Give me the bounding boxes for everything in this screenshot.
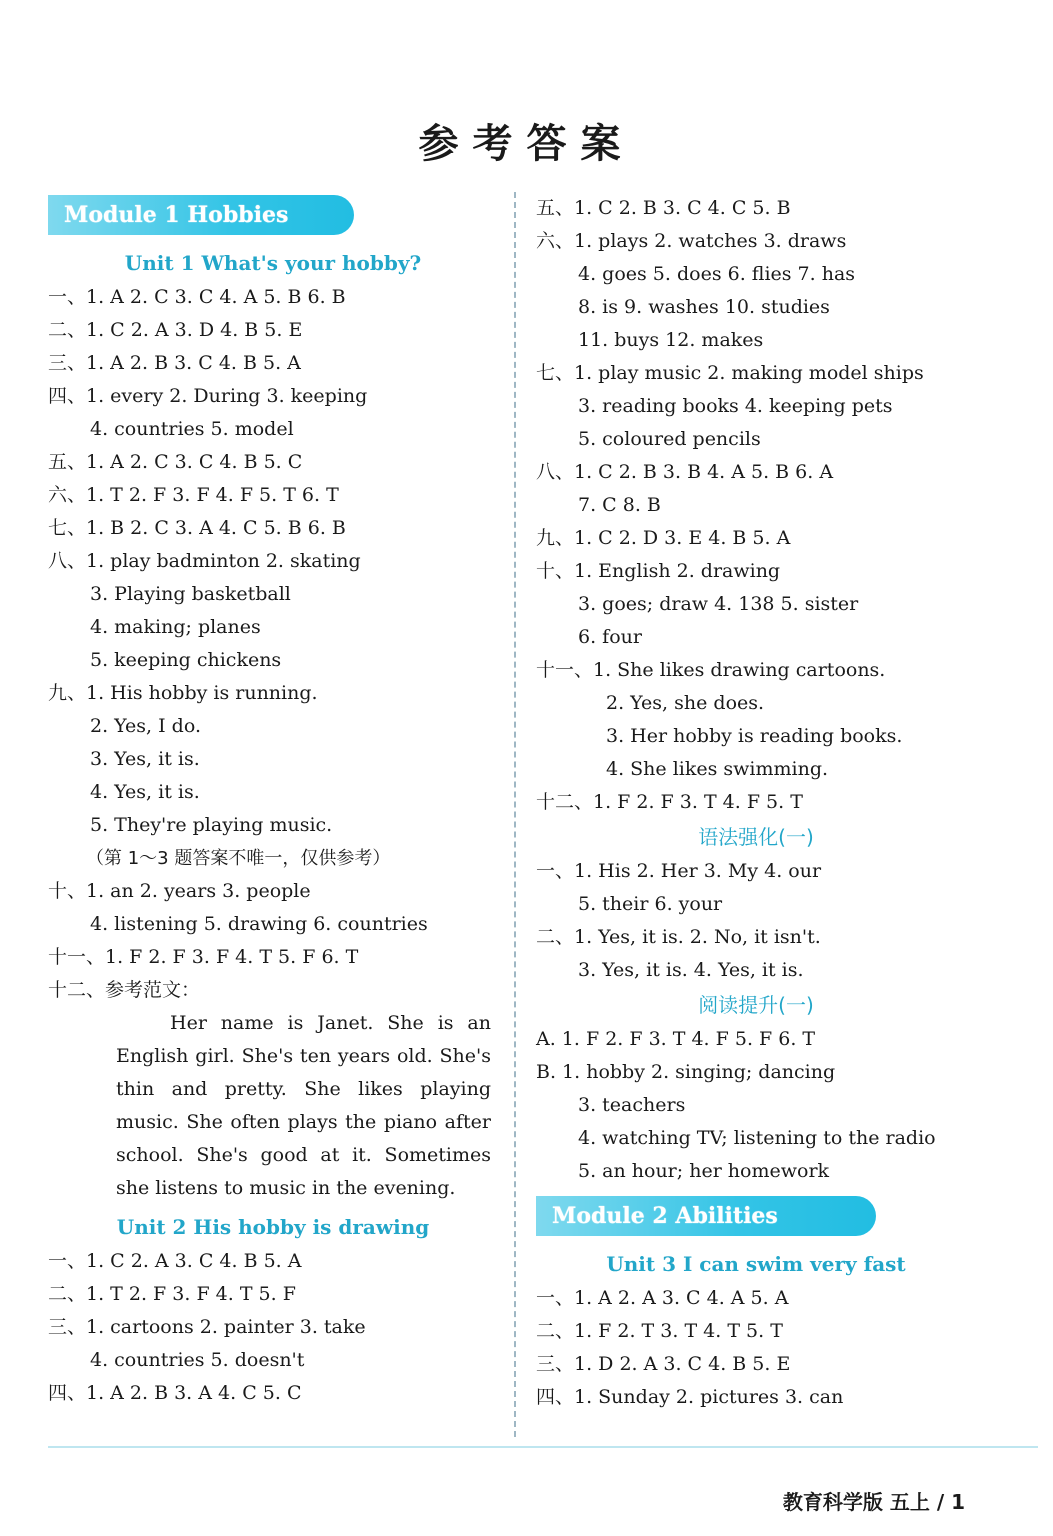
answer-line: 一、1. A 2. C 3. C 4. A 5. B 6. B [48,286,346,308]
unit-1-heading: Unit 1 What's your hobby? [124,251,422,275]
answer-line: 十二、参考范文： [48,979,201,1001]
unit-3-heading: Unit 3 I can swim very fast [606,1252,906,1276]
answer-line: 3. goes; draw 4. 138 5. sister [578,593,859,615]
answer-line: 五、1. C 2. B 3. C 4. C 5. B [536,197,791,219]
grammar-heading: 语法强化(一) [698,825,814,849]
page-footer: 教育科学版 五上 / 1 [782,1490,965,1514]
left-column [48,195,498,1410]
answer-line: 3. Her hobby is reading books. [606,725,903,747]
answer-line: 3. teachers [578,1094,686,1116]
sample-essay [48,1007,491,1205]
answer-line: 4. listening 5. drawing 6. countries [90,913,428,935]
answer-line: 九、1. C 2. D 3. E 4. B 5. A [536,527,791,549]
answer-line: 三、1. cartoons 2. painter 3. take [48,1316,366,1338]
answer-note: （第 1～3 题答案不唯一，仅供参考） [86,848,391,869]
answer-line: 四、1. every 2. During 3. keeping [48,385,368,407]
answer-line: 九、1. His hobby is running. [48,682,318,704]
answer-line: 3. Yes, it is. [90,748,200,770]
answer-line: 十、1. English 2. drawing [536,560,781,582]
answer-line: 4. watching TV; listening to the radio [578,1127,936,1149]
answer-line: 4. making; planes [90,616,261,638]
answer-line: 4. goes 5. does 6. flies 7. has [578,263,856,285]
right-column [536,192,976,1414]
answer-line: 六、1. T 2. F 3. F 4. F 5. T 6. T [48,484,339,506]
answer-line: 3. Playing basketball [90,583,291,605]
answer-line: 十、1. an 2. years 3. people [48,880,311,902]
answer-line: 6. four [578,626,642,648]
module-2-banner: Module 2 Abilities [536,1196,876,1236]
answer-line: 8. is 9. washes 10. studies [578,296,830,318]
answer-line: 七、1. B 2. C 3. A 4. C 5. B 6. B [48,517,346,539]
answer-line: 7. C 8. B [578,494,661,516]
answer-line: 2. Yes, she does. [606,692,765,714]
answer-line: 二、1. C 2. A 3. D 4. B 5. E [48,319,303,341]
answer-line: 六、1. plays 2. watches 3. draws [536,230,847,252]
answer-line: 四、1. Sunday 2. pictures 3. can [536,1386,844,1408]
answer-line: 一、1. C 2. A 3. C 4. B 5. A [48,1250,302,1272]
answer-line: 5. an hour; her homework [578,1160,830,1182]
answer-line: 4. countries 5. doesn't [90,1349,305,1371]
answer-line: 4. Yes, it is. [90,781,200,803]
answer-line: 十一、1. She likes drawing cartoons. [536,659,886,681]
answer-line: 八、1. C 2. B 3. B 4. A 5. B 6. A [536,461,834,483]
answer-line: 一、1. A 2. A 3. C 4. A 5. A [536,1287,789,1309]
answer-line: 十二、1. F 2. F 3. T 4. F 5. T [536,791,803,813]
answer-line: 二、1. Yes, it is. 2. No, it isn't. [536,926,821,948]
sample-essay-text: Her name is Janet. She is an English girl. She's ten years old. She's thin and pretty. She likes playing music. She often plays the piano after school. She's good at it. Sometimes she listens to music in the evening. [116,1012,491,1199]
answer-line: 3. reading books 4. keeping pets [578,395,893,417]
page-title: 参考答案 [418,121,635,167]
answer-line: B. 1. hobby 2. singing; dancing [536,1061,836,1083]
unit-2-heading: Unit 2 His hobby is drawing [116,1215,430,1239]
answer-line: 11. buys 12. makes [578,329,764,351]
answer-line: 5. their 6. your [578,893,723,915]
answer-line: 十一、1. F 2. F 3. F 4. T 5. F 6. T [48,946,359,968]
answer-line: 四、1. A 2. B 3. A 4. C 5. C [48,1382,302,1404]
answer-line: 5. They're playing music. [90,814,333,836]
footer-rule [48,1446,1038,1448]
answer-line: 4. She likes swimming. [606,758,829,780]
answer-line: 五、1. A 2. C 3. C 4. B 5. C [48,451,303,473]
answer-line: 七、1. play music 2. making model ships [536,362,924,384]
reading-heading: 阅读提升(一) [698,993,814,1017]
answer-line: 5. keeping chickens [90,649,282,671]
answer-line: 4. countries 5. model [90,418,294,440]
answer-line: 3. Yes, it is. 4. Yes, it is. [578,959,804,981]
column-divider [514,192,516,1437]
answer-line: 八、1. play badminton 2. skating [48,550,361,572]
answer-line: 一、1. His 2. Her 3. My 4. our [536,860,822,882]
answer-line: 二、1. F 2. T 3. T 4. T 5. T [536,1320,783,1342]
answer-line: 二、1. T 2. F 3. F 4. T 5. F [48,1283,296,1305]
answer-line: 三、1. D 2. A 3. C 4. B 5. E [536,1353,791,1375]
answer-line: A. 1. F 2. F 3. T 4. F 5. F 6. T [536,1028,816,1050]
answer-line: 2. Yes, I do. [90,715,201,737]
answer-line: 5. coloured pencils [578,428,761,450]
module-1-banner: Module 1 Hobbies [48,195,354,235]
answer-line: 三、1. A 2. B 3. C 4. B 5. A [48,352,301,374]
